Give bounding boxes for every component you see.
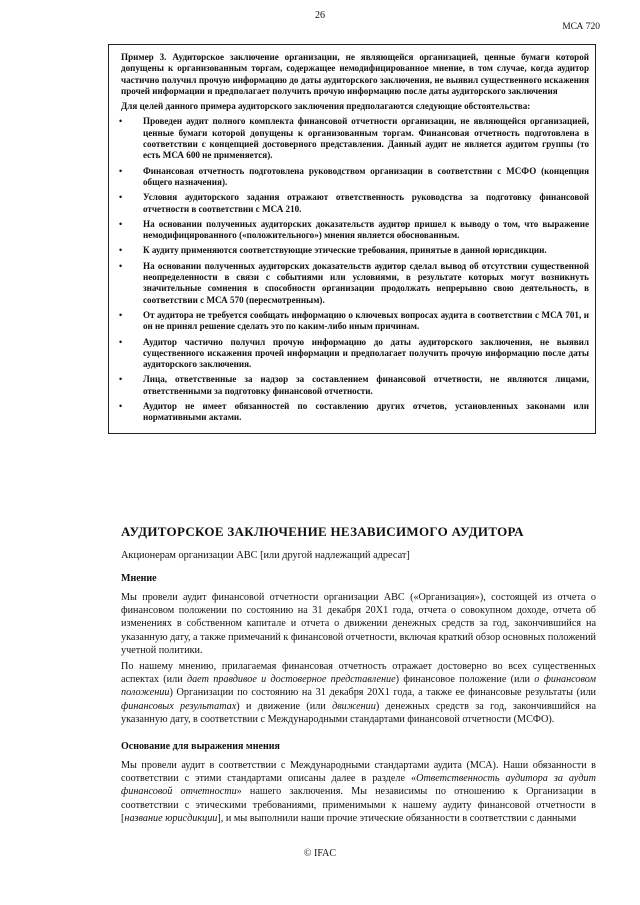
italic-text: движении	[332, 700, 376, 712]
example-title: Пример 3. Аудиторское заключение организации, не являющейся организацией, ценные бумаги которой допущены к организованным торгам, содержащее немодифицированное мнение, в том случае, когда аудитор частично получил прочую информацию до даты аудиторского заключения, не выявил существенного искажения прочей информации и предполагает получить прочую информацию после даты аудиторского заключения	[121, 52, 589, 96]
list-item	[121, 116, 589, 161]
list-item	[121, 310, 589, 333]
list-item-text: От аудитора не требуется сообщать информацию о ключевых вопросах аудита в соответствии с МСА 701, и он не принял решение сделать это по каким-либо иным причинам.	[143, 309, 589, 332]
bullet-icon: •	[119, 401, 123, 412]
bullet-icon: •	[119, 165, 123, 176]
list-item-text: Условия аудиторского задания отражают ответственность руководства за подготовку финансовой отчетности в соответствии с МСА 210.	[143, 192, 589, 214]
italic-text: финансовых результатах	[121, 700, 237, 712]
text-span: ) и движение (или	[236, 700, 333, 712]
report-addressee: Акционерам организации АВС [или другой надлежащий адресат]	[121, 550, 410, 561]
text-span: ) Организации по состоянию на 31 декабря 20Х1 года, а также ее финансовые результаты (или	[169, 687, 596, 699]
text-span: ) денежных средств за год, закончившийся на указанную дату, в соответствии с Международными стандартами финансовой отчетности (МСФО).	[121, 700, 597, 725]
bullet-icon: •	[119, 336, 123, 347]
list-item	[121, 219, 589, 242]
text-span: ) финансовое положение (или	[395, 674, 535, 686]
page-number: 26	[315, 10, 325, 21]
text-span: ], и мы выполнили наши прочие этические обязанности в соответствии с данными	[217, 812, 577, 824]
italic-text: название юрисдикции	[124, 812, 218, 824]
italic-text: о финансовом положении	[121, 674, 597, 699]
bullet-icon: •	[119, 116, 123, 127]
standard-code: МСА 720	[562, 22, 600, 32]
list-item	[121, 337, 589, 371]
example-box	[108, 44, 596, 434]
footer-copyright: © IFAC	[303, 848, 337, 859]
text-span: » нашего заключения. Мы независимы по отношению к Организации в соответствии с этическими требованиями, применимыми к нашему аудиту финансовой отчетности в [	[121, 786, 596, 824]
bullet-icon: •	[119, 245, 123, 256]
opinion-paragraph-1: Мы провели аудит финансовой отчетности организации АВС («Организация»), состоящей из отчета о финансовом положении по состоянию на 31 декабря 20Х1 года, отчета о совокупном доходе, отчета об изменениях в собственном капитале и отчета о движении денежных средств за год, закончившийся на указанную дату, а также примечаний к финансовой отчетности, включая краткий обзор основных положений учетной политики.	[121, 592, 596, 656]
text-span: По нашему мнению, прилагаемая финансовая отчетность отражает достоверно во всех существенных аспектах (или	[121, 661, 596, 686]
list-item-text: Финансовая отчетность подготовлена руководством организации в соответствии с МСФО (концепция общего назначения).	[143, 165, 589, 187]
bullet-icon: •	[119, 192, 123, 203]
list-item-text: Проведен аудит полного комплекта финансовой отчетности организации, не являющейся организацией, ценные бумаги которой допущены к организованным торгам. Финансовая отчетность подготовлена в соответствии с концепцией достоверного представления. Данный аудит не является аудитом группы (то есть МСА 600 не применяется).	[143, 116, 589, 161]
assumptions-list	[121, 116, 589, 423]
opinion-heading: Мнение	[121, 573, 157, 584]
bullet-icon: •	[119, 309, 123, 320]
text-span: Мы провели аудит в соответствии с Международными стандартами аудита (МСА). Наши обязанности в соответствии с этими стандартами описаны далее в разделе «	[121, 760, 596, 785]
report-title: АУДИТОРСКОЕ ЗАКЛЮЧЕНИЕ НЕЗАВИСИМОГО АУДИТОРА	[121, 524, 524, 539]
list-item-text: На основании полученных аудиторских доказательств аудитор сделал вывод об отсутствии существенной неопределенности в связи с событиями или условиями, в результате которых могут возникнуть значительные сомнения в способности организации продолжать непрерывно свою деятельность, в соответствии с МСА 570 (пересмотренным).	[143, 260, 589, 305]
basis-heading: Основание для выражения мнения	[121, 741, 280, 752]
list-item	[121, 166, 589, 189]
bullet-icon: •	[119, 374, 123, 385]
list-item-text: На основании полученных аудиторских доказательств аудитор пришел к выводу о том, что выражение немодифицированного («положительного») мнения является обоснованным.	[143, 218, 589, 241]
list-item	[121, 261, 589, 306]
list-item	[121, 245, 589, 256]
list-item	[121, 374, 589, 397]
list-item-text: Аудитор частично получил прочую информацию до даты аудиторского заключения, не выявил существенного искажения прочей информации и предполагает получить прочую информацию после даты аудиторского заключения.	[143, 336, 589, 370]
italic-text: Ответственность аудитора за аудит финансовой отчетности	[121, 773, 596, 798]
opinion-paragraph-2	[121, 660, 596, 726]
italic-text: дает правдивое и достоверное представление	[186, 674, 396, 686]
bullet-icon: •	[119, 260, 123, 271]
basis-paragraph	[121, 759, 596, 825]
list-item-text: К аудиту применяются соответствующие этические требования, принятые в данной юрисдикции.	[143, 245, 547, 256]
list-item-text: Лица, ответственные за надзор за составлением финансовой отчетности, не являются лицами, ответственными за подготовку финансовой отчетности.	[143, 374, 589, 396]
example-intro: Для целей данного примера аудиторского заключения предполагаются следующие обстоятельства:	[121, 101, 531, 112]
list-item	[121, 401, 589, 424]
list-item	[121, 192, 589, 215]
list-item-text: Аудитор не имеет обязанностей по составлению других отчетов, установленных законами или нормативными актами.	[143, 401, 589, 423]
bullet-icon: •	[119, 218, 123, 229]
